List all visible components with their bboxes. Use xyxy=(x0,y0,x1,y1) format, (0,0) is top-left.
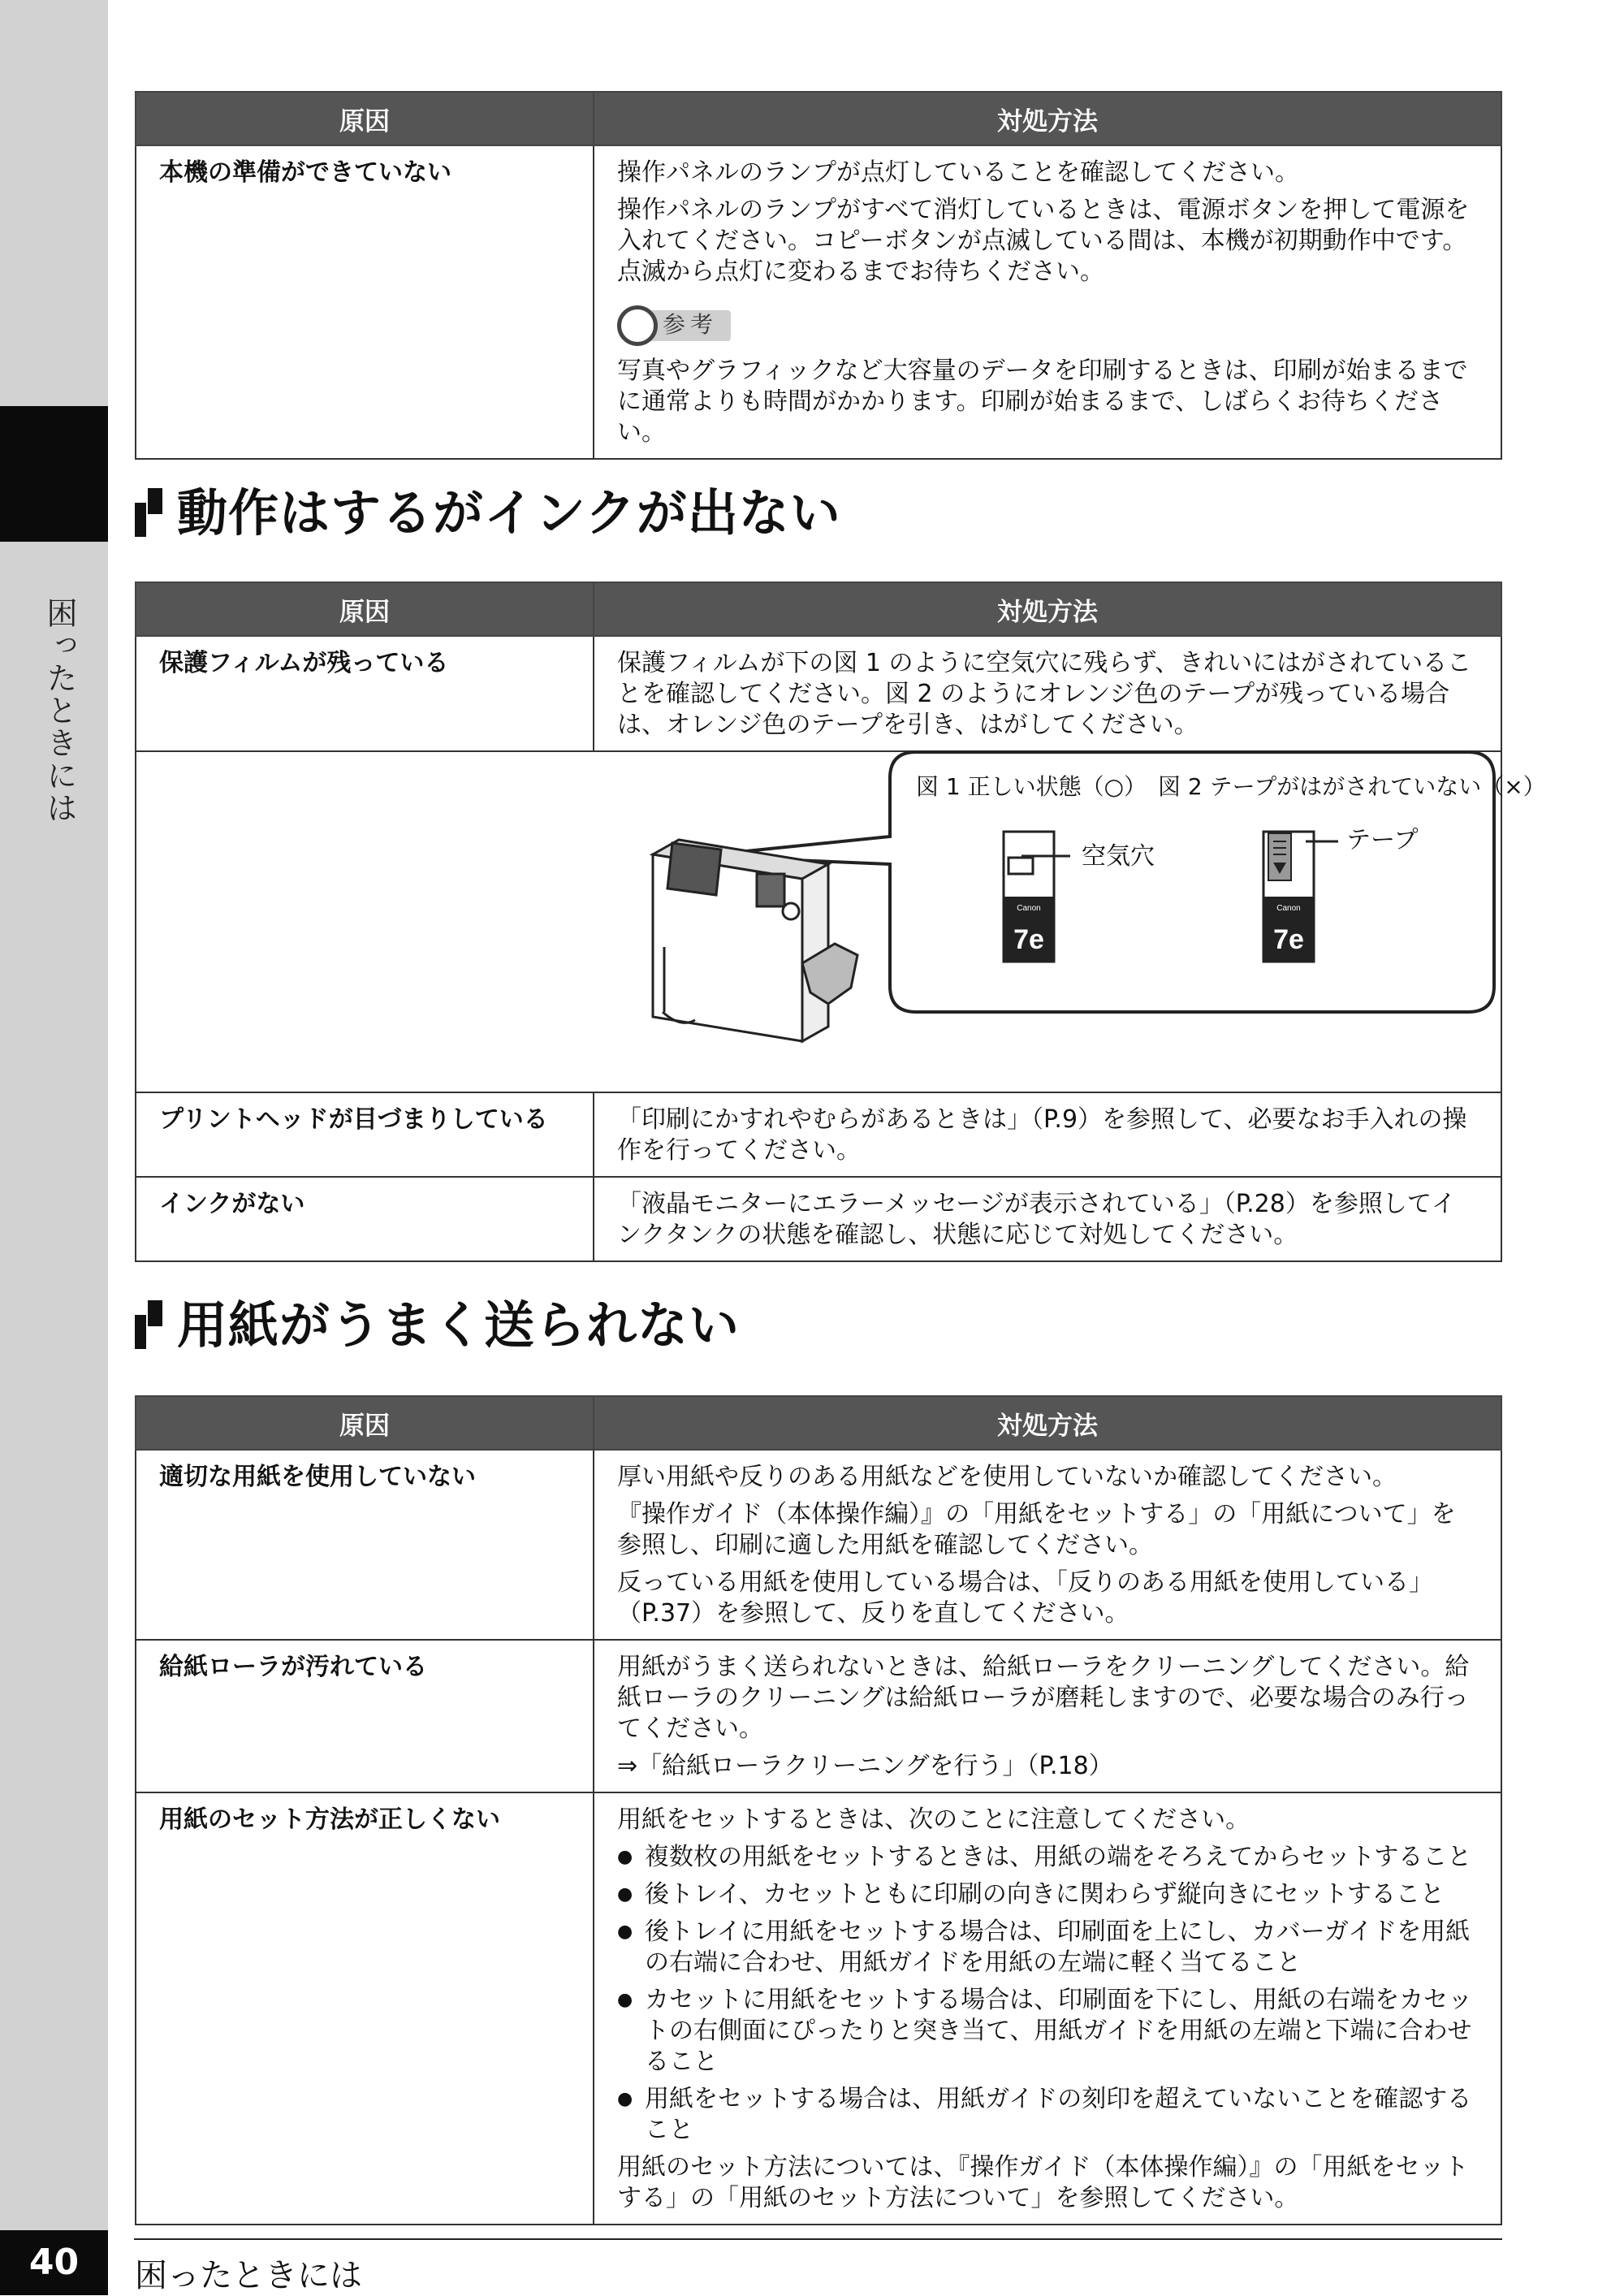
section-marker-icon xyxy=(135,1300,162,1349)
sidebar xyxy=(0,0,108,2295)
paperclip-icon xyxy=(617,305,658,346)
remedy-text: 厚い用紙や反りのある用紙などを使用していないか確認してください。 xyxy=(617,1463,1397,1491)
tank-brand-label: Canon xyxy=(1276,904,1301,913)
trouble-table-1 xyxy=(135,91,1502,460)
note-label: 参考 xyxy=(663,311,719,338)
table-row xyxy=(136,1792,1501,2225)
table-row xyxy=(136,1450,1501,1640)
sidebar-tab-marker xyxy=(0,406,108,542)
remedy-text: 反っている用紙を使用している場合は、「反りのある用紙を使用している」（P.37）を参照して、反りを直してください。 xyxy=(617,1568,1433,1628)
cause-cell: プリントヘッドが目づまりしている xyxy=(136,1092,594,1177)
ink-tank-drawing xyxy=(653,840,857,1041)
tank-model-label: 7e xyxy=(1273,924,1304,955)
footer-divider xyxy=(134,2238,1502,2240)
cause-cell: 本機の準備ができていない xyxy=(136,145,594,459)
list-item: ● 複数枚の用紙をセットするときは、用紙の端をそろえてからセットすること xyxy=(617,1842,1478,1873)
note-text: 写真やグラフィックなど大容量のデータを印刷するときは、印刷が始まるまでに通常よりも時間がかかります。印刷が始まるまで、しばらくお待ちください。 xyxy=(617,357,1468,447)
table-header-row xyxy=(136,1396,1501,1450)
table-header-row xyxy=(136,582,1501,636)
header-remedy: 対処方法 xyxy=(594,92,1501,145)
cause-cell: 適切な用紙を使用していない xyxy=(136,1450,594,1640)
header-remedy: 対処方法 xyxy=(594,582,1501,636)
remedy-text: 用紙がうまく送られないときは、給紙ローラをクリーニングしてください。給紙ローラのクリーニングは給紙ローラが磨耗しますので、必要な場合のみ行ってください。 xyxy=(617,1653,1470,1743)
list-item: ● 用紙をセットする場合は、用紙ガイドの刻印を超えていないことを確認すること xyxy=(617,2084,1478,2146)
tank-model-label: 7e xyxy=(1013,924,1044,955)
remedy-text: 用紙のセット方法については、『操作ガイド（本体操作編）』の「用紙をセットする」の「用紙のセット方法について」を参照してください。 xyxy=(617,2153,1469,2212)
remedy-text: 『操作ガイド（本体操作編）』の「用紙をセットする」の「用紙について」を参照し、印刷に適した用紙を確認してください。 xyxy=(617,1500,1456,1559)
tank-brand-label: Canon xyxy=(1017,904,1041,913)
table-row xyxy=(136,1177,1501,1261)
header-cause: 原因 xyxy=(136,1396,594,1450)
remedy-text: 用紙をセットするときは、次のことに注意してください。 xyxy=(617,1805,1250,1834)
page-number: 40 xyxy=(0,2230,108,2295)
figure-1-caption: 図 1 正しい状態（○） xyxy=(916,773,1147,800)
bullet-list xyxy=(617,1842,1478,2146)
ink-tank-illustration xyxy=(136,752,1546,1092)
remedy-cell xyxy=(594,1092,1501,1177)
section-marker-icon xyxy=(135,488,162,537)
table-row xyxy=(136,1092,1501,1177)
tape-label: テープ xyxy=(1346,826,1419,854)
sidebar-chapter-label: 困ったときには xyxy=(41,597,77,824)
section-title-text: 動作はするがインクが出ない xyxy=(177,483,841,543)
tank-correct-illustration xyxy=(1004,832,1054,962)
trouble-table-3 xyxy=(135,1395,1502,2225)
cause-cell: インクがない xyxy=(136,1177,594,1261)
air-hole-label: 空気穴 xyxy=(1082,842,1155,871)
figure-cell xyxy=(136,751,1546,1092)
remedy-cell xyxy=(594,636,1501,751)
remedy-text: 「液晶モニターにエラーメッセージが表示されている」（P.28）を参照してインクタンクの状態を確認し、状態に応じて対処してください。 xyxy=(617,1190,1456,1249)
header-cause: 原因 xyxy=(136,582,594,636)
section-title xyxy=(135,1285,740,1357)
cause-cell: 用紙のセット方法が正しくない xyxy=(136,1792,594,2225)
remedy-text: 保護フィルムが下の図 1 のように空気穴に残らず、きれいにはがされていることを確認してください。図 2 のようにオレンジ色のテープが残っている場合は、オレンジ色のテープを引き、はがしてください。 xyxy=(617,649,1472,739)
header-remedy: 対処方法 xyxy=(594,1396,1501,1450)
remedy-cell xyxy=(594,1177,1501,1261)
list-item: ● 後トレイに用紙をセットする場合は、印刷面を上にし、カバーガイドを用紙の右端に合わせ、用紙ガイドを用紙の左端に軽く当てること xyxy=(617,1917,1478,1978)
remedy-cell xyxy=(594,1640,1501,1792)
remedy-text: 操作パネルのランプが点灯していることを確認してください。 xyxy=(617,158,1299,187)
ink-tank-figure xyxy=(136,752,1546,1092)
cause-cell: 給紙ローラが汚れている xyxy=(136,1640,594,1792)
remedy-text: 「印刷にかすれやむらがあるときは」（P.9）を参照して、必要なお手入れの操作を行ってください。 xyxy=(617,1105,1467,1165)
remedy-reference: ⇒「給紙ローラクリーニングを行う」（P.18） xyxy=(617,1752,1113,1780)
note-badge xyxy=(617,305,731,343)
list-item: ● カセットに用紙をセットする場合は、印刷面を下にし、用紙の右端をカセットの右側面にぴったりと突き当て、用紙ガイドを用紙の左端と下端に合わせること xyxy=(617,1985,1478,2078)
table-row xyxy=(136,751,1501,1092)
remedy-cell xyxy=(594,1792,1501,2225)
table-header-row xyxy=(136,92,1501,145)
trouble-table-2 xyxy=(135,582,1546,1262)
footer-chapter-title: 困ったときには xyxy=(135,2257,362,2294)
section-title xyxy=(135,473,841,545)
remedy-cell xyxy=(594,1450,1501,1640)
table-row xyxy=(136,1640,1501,1792)
figure-2-caption: 図 2 テープがはがされていない（×） xyxy=(1158,773,1546,800)
tank-tape-illustration xyxy=(1263,832,1314,962)
remedy-cell xyxy=(594,145,1501,459)
list-item: ● 後トレイ、カセットともに印刷の向きに関わらず縦向きにセットすること xyxy=(617,1879,1478,1910)
section-title-text: 用紙がうまく送られない xyxy=(177,1295,741,1355)
table-row xyxy=(136,636,1501,751)
cause-cell: 保護フィルムが残っている xyxy=(136,636,594,751)
header-cause: 原因 xyxy=(136,92,594,145)
remedy-text: 操作パネルのランプがすべて消灯しているときは、電源ボタンを押して電源を入れてください。コピーボタンが点滅している間は、本機が初期動作中です。点滅から点灯に変わるまでお待ちください。 xyxy=(617,196,1470,286)
table-row xyxy=(136,145,1501,459)
